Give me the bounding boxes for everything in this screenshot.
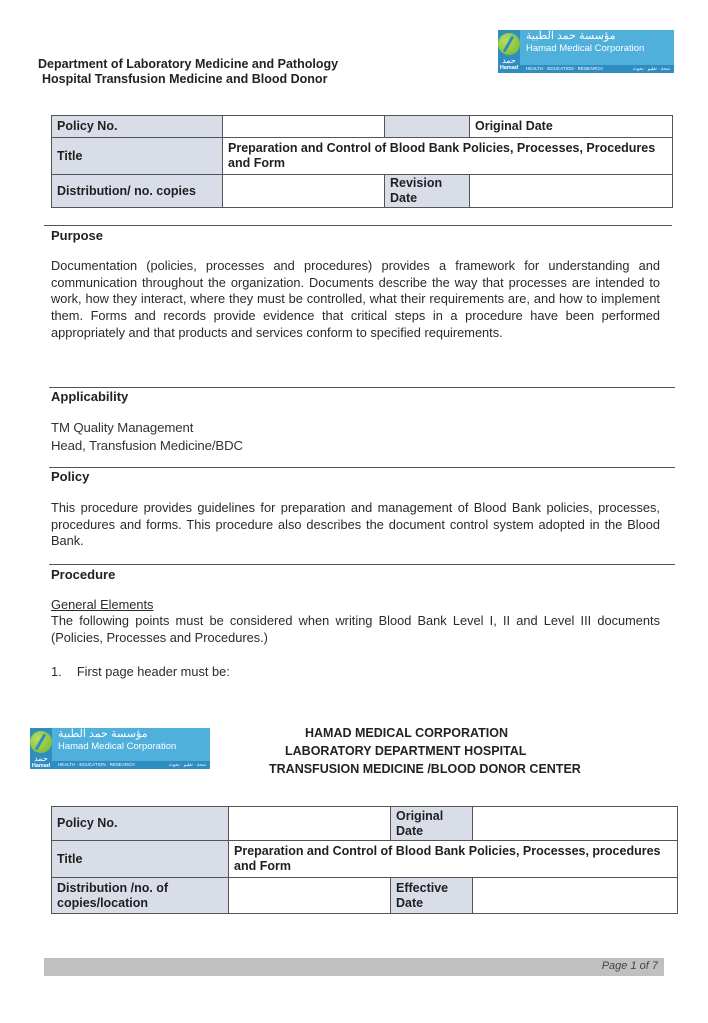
page-number: Page 1 of 7 [601,960,658,972]
applicability-heading: Applicability [51,389,129,404]
revision-date-label: Revision Date [385,175,470,208]
policy-heading: Policy [51,469,90,484]
purpose-heading: Purpose [51,228,104,243]
department-title [38,57,338,87]
logo-tagline [52,761,210,769]
policy-info-table [51,115,673,208]
logo-emblem [30,728,52,769]
original-date-label: Original Date [470,116,673,138]
distribution-label: Distribution /no. of copies/location [52,878,229,914]
section-divider [44,225,672,226]
policy-body: This procedure provides guidelines for preparation and management of Blood Bank policies, processes, procedures and forms. This procedure also describes the document control system adopted in the Blood Bank. [51,500,660,549]
table-row [52,807,678,841]
department-title-line2: Hospital Transfusion Medicine and Blood Donor [42,72,328,86]
logo-tagline [520,65,674,73]
title-value: Preparation and Control of Blood Bank Policies, Processes, procedures and Form [229,841,678,878]
logo-tagline-arabic: صحة · تعليم · بحوث [168,762,206,767]
logo-tagline-english: HEALTH · EDUCATION · RESEARCH [58,762,135,767]
policy-no-value [223,116,385,138]
general-elements-subheading: General Elements [51,597,154,612]
table-row [52,116,673,138]
procedure-heading: Procedure [51,567,116,582]
section-divider [49,387,675,388]
sample-header-line2: LABORATORY DEPARTMENT HOSPITAL [285,744,527,758]
revision-date-value [470,175,673,208]
sample-header-line3: TRANSFUSION MEDICINE /BLOOD DONOR CENTER [269,762,581,776]
original-date-value [473,807,678,841]
logo-emblem-arabic: حمد [34,754,48,763]
department-title-line1: Department of Laboratory Medicine and Pathology [38,57,339,71]
distribution-value [223,175,385,208]
table-row [52,878,678,914]
blank-shaded-cell [385,116,470,138]
effective-date-label: Effective Date [391,878,473,914]
applicability-item: Head, Transfusion Medicine/BDC [51,438,243,453]
logo-tagline-english: HEALTH · EDUCATION · RESEARCH [526,66,603,71]
title-value: Preparation and Control of Blood Bank Policies, Processes, Procedures and Form [223,138,673,175]
policy-no-label: Policy No. [52,116,223,138]
logo-emblem-arabic: حمد [502,56,516,65]
hmc-logo-sample [30,728,210,769]
table-row [52,175,673,208]
logo-english-name: Hamad Medical Corporation [58,741,177,752]
sample-header-line1: HAMAD MEDICAL CORPORATION [305,726,509,740]
distribution-label: Distribution/ no. copies [52,175,223,208]
applicability-list [51,419,243,455]
leaf-emblem-icon [30,731,52,753]
leaf-emblem-icon [498,33,520,55]
procedure-list-item [51,664,660,681]
policy-no-value [229,807,391,841]
purpose-body: Documentation (policies, processes and procedures) provides a framework for understanding and communication throughout the organization. Documents describe the way that processes are intended to work, how they interact, where they must be controlled, what their requirements are, and how to implement them. Forms and records provide evidence that critical steps in a procedure have been performed appropriately and that products and services conform to specified requirements. [51,258,660,340]
logo-tagline-arabic: صحة · تعليم · بحوث [632,66,670,71]
page-footer [44,958,664,976]
sample-policy-table [51,806,678,914]
effective-date-value [473,878,678,914]
section-divider [49,564,675,565]
logo-arabic-name: مؤسسة حمد الطبية [58,728,148,740]
list-item-number: 1. [51,664,62,679]
original-date-label: Original Date [391,807,473,841]
table-row [52,138,673,175]
policy-no-label: Policy No. [52,807,229,841]
distribution-value [229,878,391,914]
logo-english-name: Hamad Medical Corporation [526,43,645,54]
table-row [52,841,678,878]
section-divider [49,467,675,468]
logo-emblem-english: Hamad [31,763,51,769]
list-item-text: First page header must be: [76,664,230,679]
applicability-item: TM Quality Management [51,420,194,435]
title-label: Title [52,138,223,175]
title-label: Title [52,841,229,878]
procedure-body: The following points must be considered when writing Blood Bank Level I, II and Level III documents (Policies, Processes and Procedures.) [51,613,660,645]
logo-emblem [498,30,520,73]
logo-emblem-english: Hamad [499,65,519,71]
hmc-logo [498,30,674,73]
logo-arabic-name: مؤسسة حمد الطبية [526,30,616,42]
